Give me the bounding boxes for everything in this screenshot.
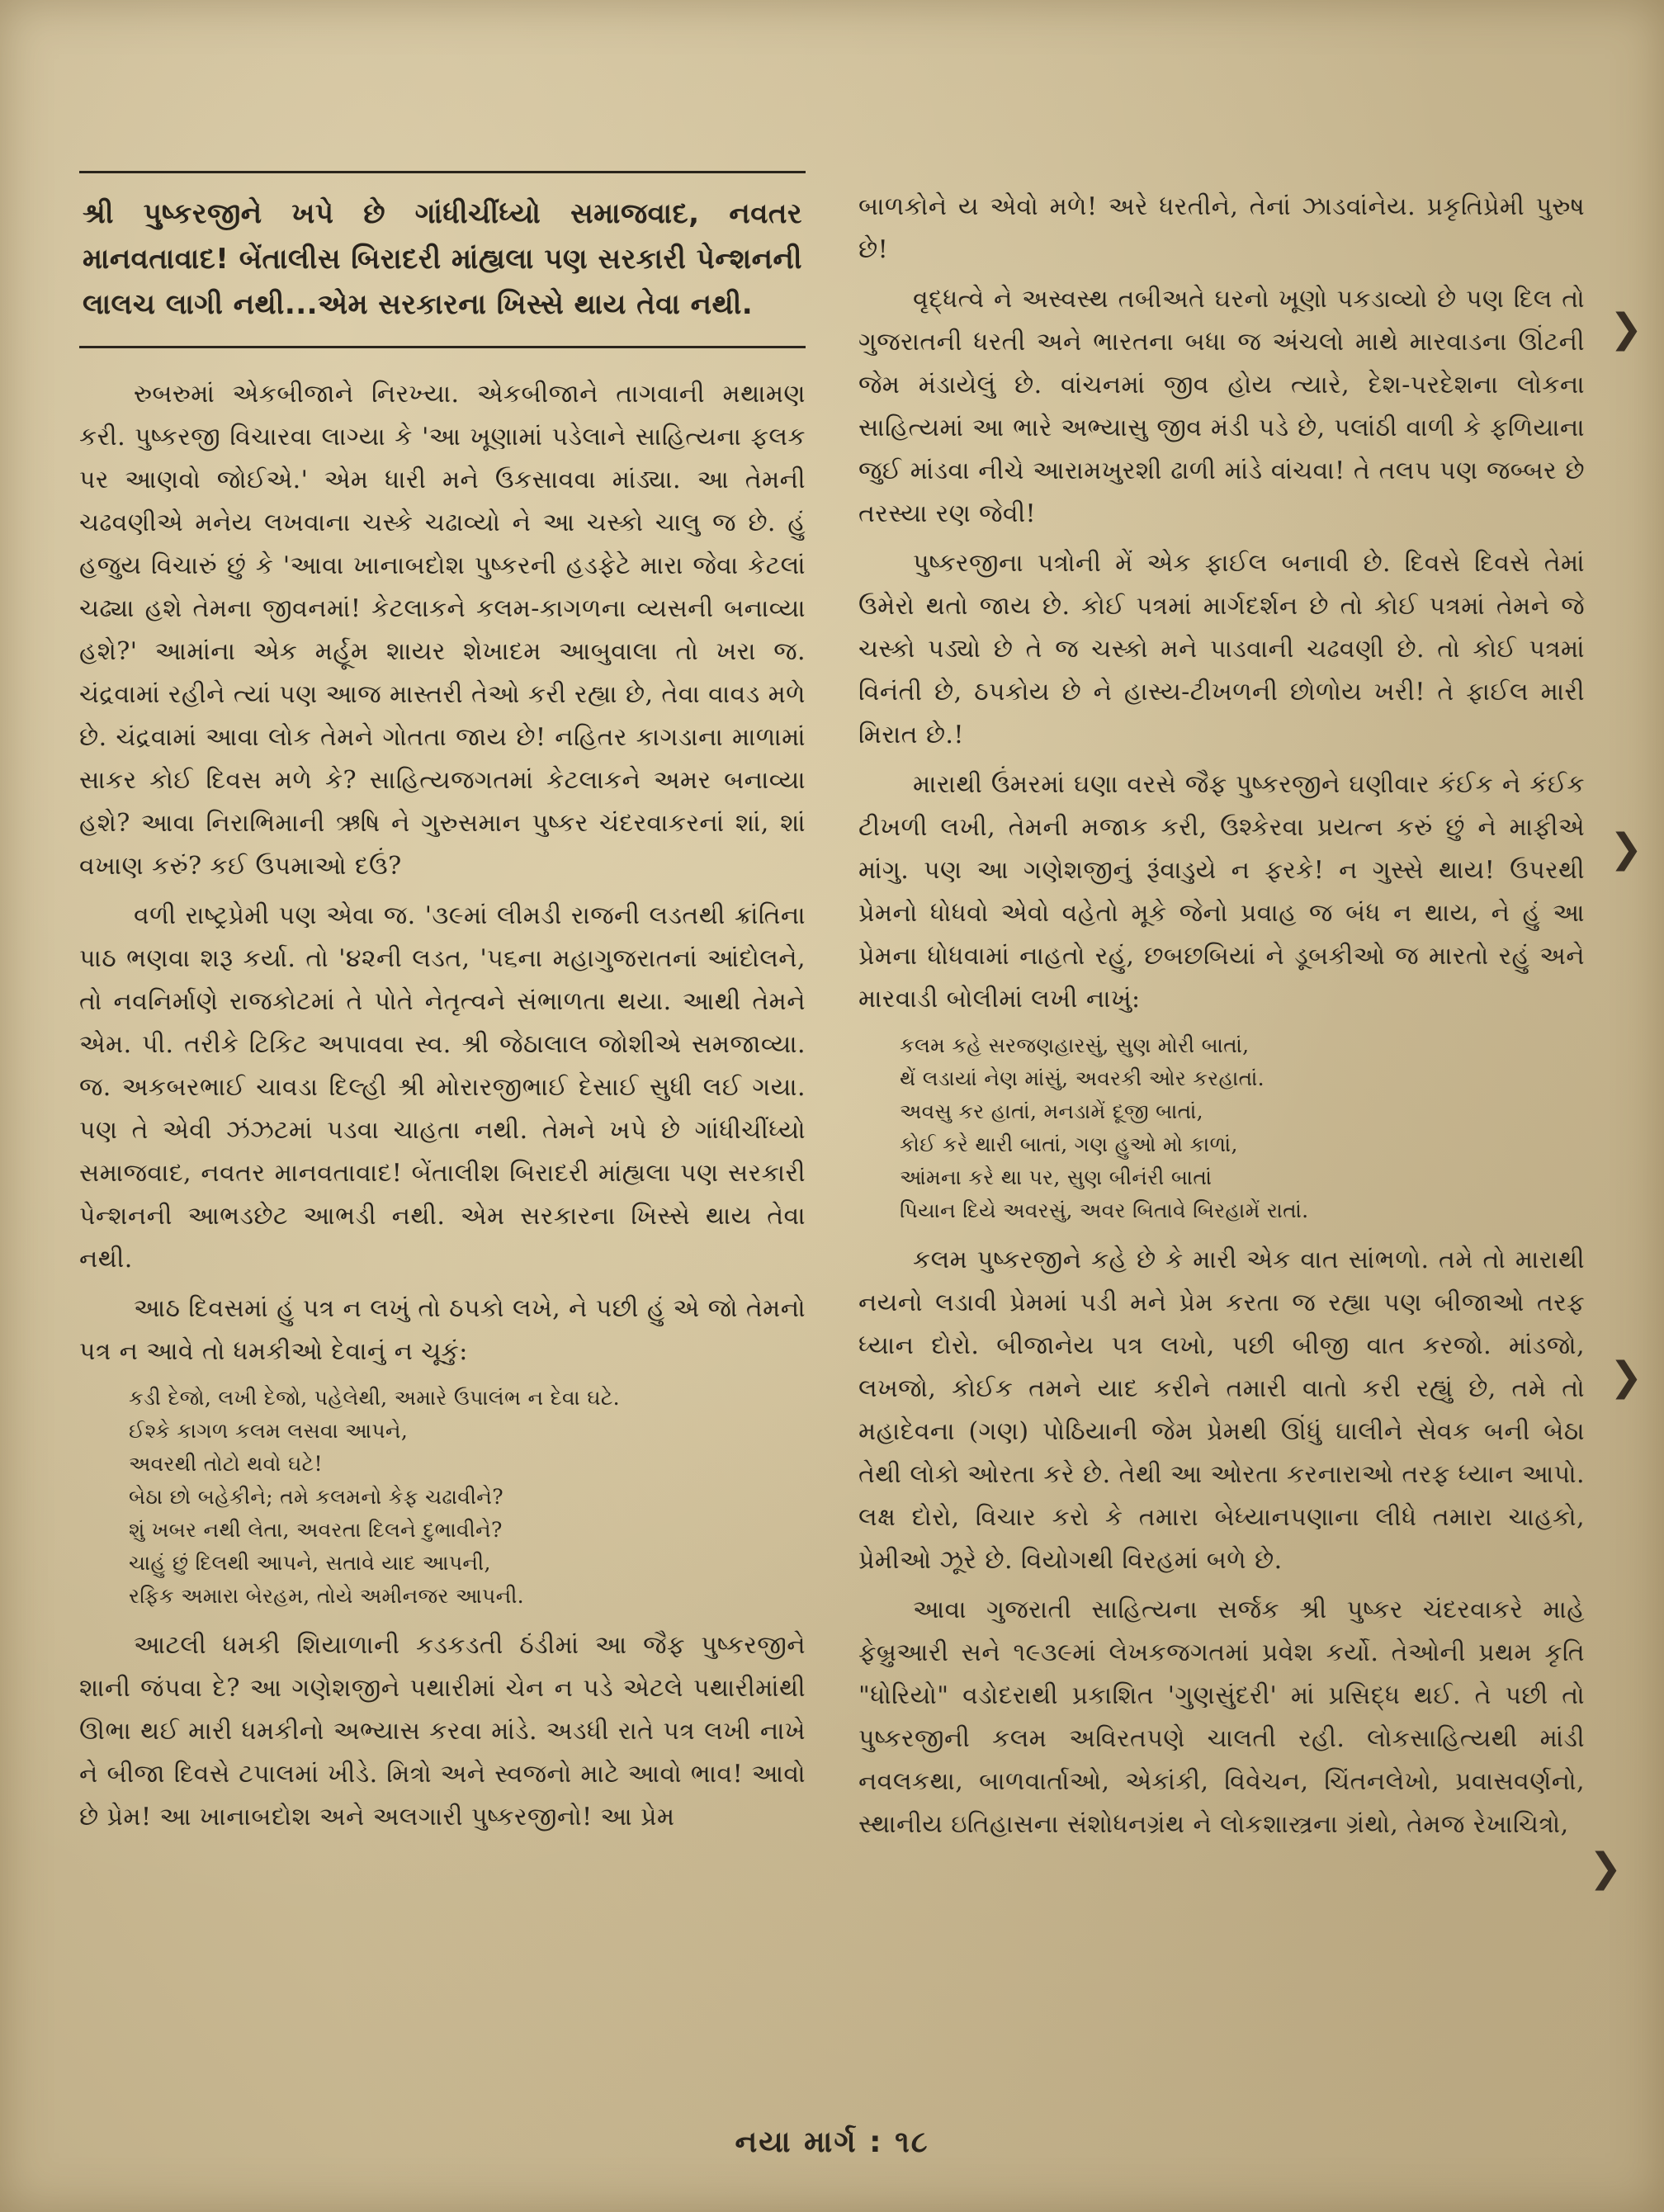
- poem-line: પિયાન દિયે અવરસું, અવર બિતાવે બિરહામેં રાતાં.: [900, 1198, 1309, 1222]
- article-paragraph: બાળકોને ય એવો મળે! અરે ધરતીને, તેનાં ઝાડવાંનેય. પ્રકૃતિપ્રેમી પુરુષ છે!: [858, 192, 1585, 264]
- article-paragraph: મારાથી ઉંમરમાં ઘણા વરસે જૈફ પુષ્કરજીને ઘણીવાર કંઈક ને કંઈક ટીખળી લખી, તેમની મજાક કરી, ઉશ્કેરવા પ્રયત્ન કરું છું ને માફીએ માંગુ. પણ આ ગણેશજીનું રૂંવાડુયે ન ફરકે! ન ગુસ્સે થાય! ઉપરથી પ્રેમનો ધોધવો એવો વહેતો મૂકે જેનો પ્રવાહ જ બંધ ન થાય, ને હું આ પ્રેમના ધોધવામાં નાહતો રહું, છબછબિયાં ને ડૂબકીઓ જ મારતો રહું અને મારવાડી બોલીમાં લખી નાખું:: [858, 770, 1585, 1014]
- binding-mark-icon: ❯: [1589, 1845, 1623, 1891]
- poem-line: શું ખબર નથી લેતા, અવરતા દિલને દુભાવીને?: [129, 1518, 503, 1542]
- binding-mark-icon: ❯: [1610, 305, 1643, 352]
- poem-block: [900, 1029, 1585, 1227]
- article-paragraph: આઠ દિવસમાં હું પત્ર ન લખું તો ઠપકો લખે, ને પછી હું એ જો તેમનો પત્ર ન આવે તો ધમકીઓ દેવાનું ન ચૂકું:: [79, 1294, 806, 1366]
- poem-line: કલમ કહે સરજણહારસું, સુણ મોરી બાતાં,: [900, 1033, 1250, 1057]
- binding-mark-icon: ❯: [1610, 825, 1643, 872]
- poem-line: ચાહું છું દિલથી આપને, સતાવે યાદ આપની,: [129, 1551, 491, 1575]
- poem-block: [129, 1382, 806, 1613]
- left-column: [79, 161, 806, 1846]
- poem-line: કોઈ કરે થારી બાતાં, ગણ હુઓ મો કાળાં,: [900, 1132, 1238, 1156]
- poem-line: ઈશ્કે કાગળ કલમ લસવા આપને,: [129, 1419, 409, 1443]
- article-paragraph: પુષ્કરજીના પત્રોની મેં એક ફાઈલ બનાવી છે. દિવસે દિવસે તેમાં ઉમેરો થતો જાય છે. કોઈ પત્રમાં માર્ગદર્શન છે તો કોઈ પત્રમાં તેમને જે ચસ્કો પડ્યો છે તે જ ચસ્કો મને પાડવાની ચઢવણી છે. તો કોઈ પત્રમાં વિનંતી છે, ઠપકોય છે ને હાસ્ય-ટીખળની છોળોય ખરી! તે ફાઈલ મારી મિરાત છે.!: [858, 549, 1585, 749]
- poem-line: અવરથી તોટો થવો ઘટે!: [129, 1452, 323, 1476]
- article-paragraph: વૃદ્ધત્વે ને અસ્વસ્થ તબીઅતે ઘરનો ખૂણો પકડાવ્યો છે પણ દિલ તો ગુજરાતની ધરતી અને ભારતના બધા જ અંચલો માથે મારવાડના ઊંટની જેમ મંડાયેલું છે. વાંચનમાં જીવ હોય ત્યારે, દેશ-પરદેશના લોકના સાહિત્યમાં આ ભારે અભ્યાસુ જીવ મંડી પડે છે, પલાંઠી વાળી કે ફળિયાના જુઈ માંડવા નીચે આરામખુરશી ઢાળી માંડે વાંચવા! તે તલપ પણ જબ્બર છે તરસ્યા રણ જેવી!: [858, 285, 1585, 528]
- binding-mark-icon: ❯: [1610, 1354, 1643, 1400]
- page-footer: નયા માર્ગ : ૧૮: [735, 2125, 929, 2159]
- article-paragraph: કલમ પુષ્કરજીને કહે છે કે મારી એક વાત સાંભળો. તમે તો મારાથી નયનો લડાવી પ્રેમમાં પડી મને પ્રેમ કરતા જ રહ્યા પણ બીજાઓ તરફ ધ્યાન દોરો. બીજાનેય પત્ર લખો, પછી બીજી વાત કરજો. માંડજો, લખજો, કોઈક તમને યાદ કરીને તમારી વાતો કરી રહ્યું છે, તમે તો મહાદેવના (ગણ) પોઠિયાની જેમ પ્રેમથી ઊંધું ઘાલીને સેવક બની બેઠા તેથી લોકો ઓરતા કરે છે. તેથી આ ઓરતા કરનારાઓ તરફ ધ્યાન આપો. લક્ષ દોરો, વિચાર કરો કે તમારા બેધ્યાનપણાના લીધે તમારા ચાહકો, પ્રેમીઓ ઝૂરે છે. વિયોગથી વિરહમાં બળે છે.: [858, 1245, 1585, 1575]
- article-paragraph: આટલી ધમકી શિયાળાની કડકડતી ઠંડીમાં આ જૈફ પુષ્કરજીને શાની જંપવા દે? આ ગણેશજીને પથારીમાં ચેન ન પડે એટલે પથારીમાંથી ઊભા થઈ મારી ધમકીનો અભ્યાસ કરવા માંડે. અડધી રાતે પત્ર લખી નાખે ને બીજા દિવસે ટપાલમાં ખીડે. મિત્રો અને સ્વજનો માટે આવો ભાવ! આવો છે પ્રેમ! આ ખાનાબદોશ અને અલગારી પુષ્કરજીનો! આ પ્રેમ: [79, 1631, 806, 1832]
- right-column: [858, 186, 1585, 1853]
- poem-line: કડી દેજો, લખી દેજો, પહેલેથી, અમારે ઉપાલંભ ન દેવા ઘટે.: [129, 1386, 620, 1410]
- poem-line: બેઠા છો બહેકીને; તમે કલમનો કેફ ચઢાવીને?: [129, 1485, 503, 1509]
- pull-quote: શ્રી પુષ્કરજીને ખપે છે ગાંધીચીંધ્યો સમાજવાદ, નવતર માનવતાવાદ! બેંતાલીસ બિરાદરી માંહ્યલા પણ સરકારી પેન્શનની લાલચ લાગી નથી...એમ સરકારના ખિસ્સે થાય તેવા નથી.: [79, 171, 806, 348]
- poem-line: આંમના કરે થા પર, સુણ બીનંરી બાતાં: [900, 1165, 1213, 1189]
- poem-line: રફિક અમારા બેરહમ, તોયે અમીનજર આપની.: [129, 1584, 524, 1608]
- article-paragraph: વળી રાષ્ટ્રપ્રેમી પણ એવા જ. '૩૯માં લીમડી રાજની લડતથી ક્રાંતિના પાઠ ભણવા શરૂ કર્યા. તો '૪૨ની લડત, '૫૬ના મહાગુજરાતનાં આંદોલને, તો નવનિર્માણે રાજકોટમાં તે પોતે નેતૃત્વને સંભાળતા થયા. આથી તેમને એમ. પી. તરીકે ટિકિટ અપાવવા સ્વ. શ્રી જેઠાલાલ જોશીએ સમજાવ્યા. જ. અકબરભાઈ ચાવડા દિલ્હી શ્રી મોરારજીભાઈ દેસાઈ સુધી લઈ ગયા. પણ તે એવી ઝંઝટમાં પડવા ચાહતા નથી. તેમને ખપે છે ગાંધીચીંધ્યો સમાજવાદ, નવતર માનવતાવાદ! બેંતાલીશ બિરાદરી માંહ્યલા પણ સરકારી પેન્શનની આભડછેટ આભડી નથી. એમ સરકારના ખિસ્સે થાય તેવા નથી.: [79, 901, 806, 1274]
- poem-line: થેં લડાયાં નેણ માંસું, અવરકી ઓર કરહાતાં.: [900, 1066, 1265, 1090]
- article-paragraph: આવા ગુજરાતી સાહિત્યના સર્જક શ્રી પુષ્કર ચંદરવાકરે માહે ફેબ્રુઆરી સને ૧૯૩૯માં લેખકજગતમાં પ્રવેશ કર્યો. તેઓની પ્રથમ કૃતિ "ધોરિયો" વડોદરાથી પ્રકાશિત 'ગુણસુંદરી' માં પ્રસિદ્ધ થઈ. તે પછી તો પુષ્કરજીની કલમ અવિરતપણે ચાલતી રહી. લોકસાહિત્યથી માંડી નવલકથા, બાળવાર્તાઓ, એકાંકી, વિવેચન, ચિંતનલેખો, પ્રવાસવર્ણનો, સ્થાનીય ઇતિહાસના સંશોધનગ્રંથ ને લોકશાસ્ત્રના ગ્રંથો, તેમજ રેખાચિત્રો,: [858, 1595, 1585, 1839]
- article-paragraph: રુબરુમાં એકબીજાને નિરખ્યા. એકબીજાને તાગવાની મથામણ કરી. પુષ્કરજી વિચારવા લાગ્યા કે 'આ ખૂણામાં પડેલાને સાહિત્યના ફલક પર આણવો જોઈએ.' એમ ધારી મને ઉકસાવવા માંડ્યા. આ તેમની ચઢવણીએ મનેય લખવાના ચસ્કે ચઢાવ્યો ને આ ચસ્કો ચાલુ જ છે. હું હજુય વિચારું છું કે 'આવા ખાનાબદોશ પુષ્કરની હડફેટે મારા જેવા કેટલાં ચઢ્યા હશે તેમના જીવનમાં! કેટલાકને કલમ-કાગળના વ્યસની બનાવ્યા હશે?' આમાંના એક મર્હૂમ શાયર શેખાદમ આબુવાલા તો ખરા જ. ચંદ્રવામાં રહીને ત્યાં પણ આજ માસ્તરી તેઓ કરી રહ્યા છે, તેવા વાવડ મળે છે. ચંદ્રવામાં આવા લોક તેમને ગોતતા જાય છે! નહિતર કાગડાના માળામાં સાકર કોઈ દિવસ મળે કે? સાહિત્યજગતમાં કેટલાકને અમર બનાવ્યા હશે? આવા નિરાભિમાની ઋષિ ને ગુરુસમાન પુષ્કર ચંદરવાકરનાં શાં, શાં વખાણ કરું? કઈ ઉપમાઓ દઉં?: [79, 380, 806, 881]
- poem-line: અવસુ કર હાતાં, મનડામેં દૂજી બાતાં,: [900, 1099, 1203, 1123]
